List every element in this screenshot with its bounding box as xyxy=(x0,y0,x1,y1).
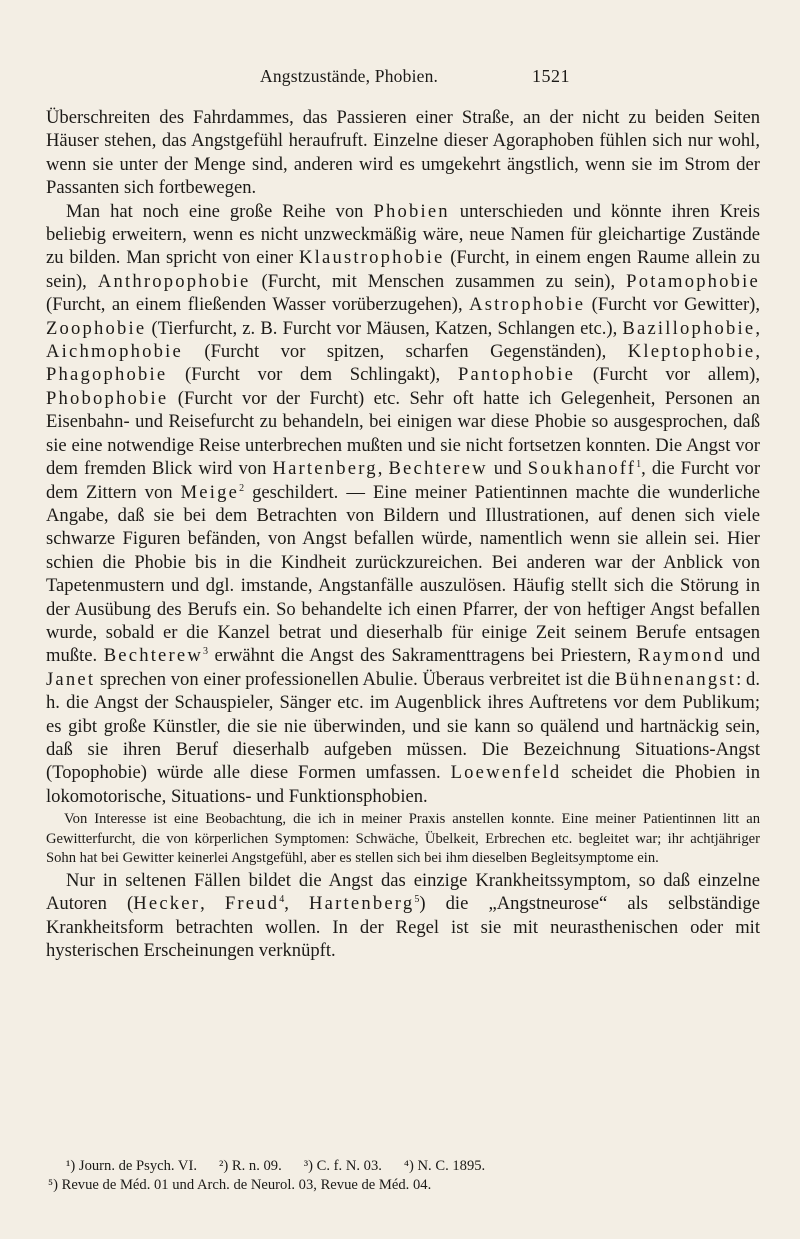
paragraph-1: Überschreiten des Fahrdammes, das Passieren einer Straße, an der nicht zu beiden Seiten Häuser stehen, das Angstgefühl heraufruft. Einzelne dieser Agoraphoben fühlen sich nur wohl, wenn sie unter der Menge sind, anderen wird es umgekehrt ängstlich, wenn sie im Strom der Passanten sich fortbewegen. xyxy=(46,107,760,199)
footnotes xyxy=(48,1157,760,1195)
author-hartenberg: Hartenberg xyxy=(272,458,378,480)
running-title: Angstzustände, Phobien. xyxy=(260,66,439,86)
footnote-ref-5: 5 xyxy=(414,894,420,906)
running-header xyxy=(0,66,800,92)
paragraph-3: Nur in seltenen Fällen bildet die Angst das einzige Krankheitssymptom, so daß einzelne Autoren (Hecker, Freud$^4$, Hartenberg$^5$) die „Angstneurose“ als selbständige Krankheitsform betrachten wollen. In der Regel ist sie mit neurasthenischen oder mit hysterischen Erscheinungen verknüpft. xyxy=(46,869,761,962)
term-buehnenangst: Bühnenangst xyxy=(614,668,737,690)
term-bazillophobie: Bazillophobie xyxy=(622,317,756,339)
term-phobien: Phobien xyxy=(373,200,450,222)
footnote-ref-3: 3 xyxy=(202,646,208,658)
small-print-note xyxy=(46,810,760,869)
term-klaustrophobie: Klaustrophobie xyxy=(299,247,445,269)
author-soukhanoff: Soukhanoff xyxy=(527,458,637,480)
footnote-4: ⁴) N. C. 1895. xyxy=(403,1158,486,1174)
author-raymond: Raymond xyxy=(637,645,726,667)
footnote-2: ²) R. n. 09. xyxy=(218,1158,282,1174)
footnote-1: ¹) Journ. de Psych. VI. xyxy=(66,1158,197,1174)
footnote-ref-4: 4 xyxy=(279,894,285,906)
footnote-ref-1: 1 xyxy=(636,459,642,471)
author-hartenberg-2: Hartenberg xyxy=(309,893,415,915)
term-aichmophobie: Aichmophobie xyxy=(46,341,183,363)
term-phobophobie: Phobophobie xyxy=(46,387,169,409)
footnote-3: ³) C. f. N. 03. xyxy=(303,1158,382,1174)
footnote-line-2 xyxy=(48,1176,760,1195)
term-pantophobie: Pantophobie xyxy=(457,364,576,386)
term-phagophobie: Phagophobie xyxy=(46,364,168,386)
term-potamophobie: Potamophobie xyxy=(626,270,760,292)
author-janet: Janet xyxy=(46,668,96,690)
main-text xyxy=(46,106,760,963)
term-kleptophobie: Kleptophobie xyxy=(627,341,756,363)
footnote-ref-2: 2 xyxy=(239,482,245,494)
author-freud: Freud xyxy=(224,893,280,915)
paragraph-2: Man hat noch eine große Reihe von Phobien unterschieden und könnte ihren Kreis beliebig erweitern, wenn es nicht unzweckmäßig wäre, neue Namen für gleichartige Zustände zu bilden. Man spricht von einer Klaustrophobie (Furcht, in einem engen Raume allein zu sein), Anthropophobie (Furcht, mit Menschen zusammen zu sein), Potamophobie (Furcht, an einem fließenden Wasser vorüberzugehen), Astrophobie (Furcht vor Gewitter), Zoophobie (Tierfurcht, z. B. Furcht vor Mäusen, Katzen, Schlangen etc.), Bazillophobie, Aichmophobie (Furcht vor spitzen, scharfen Gegenständen), Kleptophobie, Phagophobie (Furcht vor dem Schlingakt), Pantophobie (Furcht vor allem), Phobophobie (Furcht vor der Furcht) etc. Sehr oft hatte ich Gelegenheit, Personen an Eisenbahn- und Reisefurcht zu behandeln, bei einigen war diese Phobie so ausgesprochen, daß sie eine notwendige Reise unterbrechen mußten und sie nicht fortsetzen konnten. Die Angst vor dem fremden Blick wird von Hartenberg, Bechterew und Soukhanoff$^1$, die Furcht vor dem Zittern von Meige$^2$ geschildert. — Eine meiner Patientinnen machte die wunderliche Angabe, daß sie bei dem Betrachten von Bildern und Illustrationen, auf denen sich viele schwarze Figuren befänden, von Angst befallen würde, namentlich wenn sie allein sei. Hier schien die Phobie bis in die Kindheit zurückzureichen. Bei anderen war der Anblick von Tapetenmustern und dgl. imstande, Angstanfälle auszulösen. Häufig stellt sich die Störung in der Ausübung des Berufs ein. So behandelte ich einen Pfarrer, der von heftiger Angst befallen wurde, sobald er die Kanzel betrat und dieserhalb für einige Zeit seinem Berufe entsagen mußte. Bechterew$^3$ erwähnt die Angst des Sakramenttragens bei Priestern, Raymond und Janet sprechen von einer professionellen Abulie. Überaus verbreitet ist die Bühnenangst: d. h. die Angst der Schauspieler, Sänger etc. im Augenblick ihres Auftretens vor dem Publikum; es gibt große Künstler, die sie nie überwinden, und sie kann so quälend und hartnäckig sein, daß sie ihren Beruf dieserhalb aufgeben müssen. Die Bezeichnung Situations-Angst (Topophobie) würde alle diese Formen umfassen. Loewenfeld scheidet die Phobien in lokomotorische, Situations- und Funktionsphobien. xyxy=(46,200,761,807)
author-loewenfeld: Loewenfeld xyxy=(450,762,562,784)
footnote-line-1 xyxy=(48,1157,760,1176)
author-bechterew: Bechterew xyxy=(388,458,488,480)
author-bechterew-2: Bechterew xyxy=(103,645,203,667)
term-zoophobie: Zoophobie xyxy=(46,317,147,339)
footnote-5: ⁵) Revue de Méd. 01 und Arch. de Neurol. 03, Revue de Méd. 04. xyxy=(48,1177,432,1193)
term-anthropophobie: Anthropophobie xyxy=(97,270,251,292)
author-hecker: Hecker xyxy=(133,893,201,915)
author-meige: Meige xyxy=(180,481,240,503)
small-print-paragraph: Von Interesse ist eine Beobachtung, die ich in meiner Praxis anstellen konnte. Eine meiner Patientinnen litt an Gewitterfurcht, die von körperlichen Symptomen: Schwäche, Übelkeit, Erbrechen etc. begleitet war; ihr achtjähriger Sohn hat bei Gewitter keinerlei Angstgefühl, aber es stellen sich bei ihm dieselben Begleitsymptome ein. xyxy=(46,811,760,867)
term-astrophobie: Astrophobie xyxy=(469,294,586,316)
page-number: 1521 xyxy=(532,66,570,86)
